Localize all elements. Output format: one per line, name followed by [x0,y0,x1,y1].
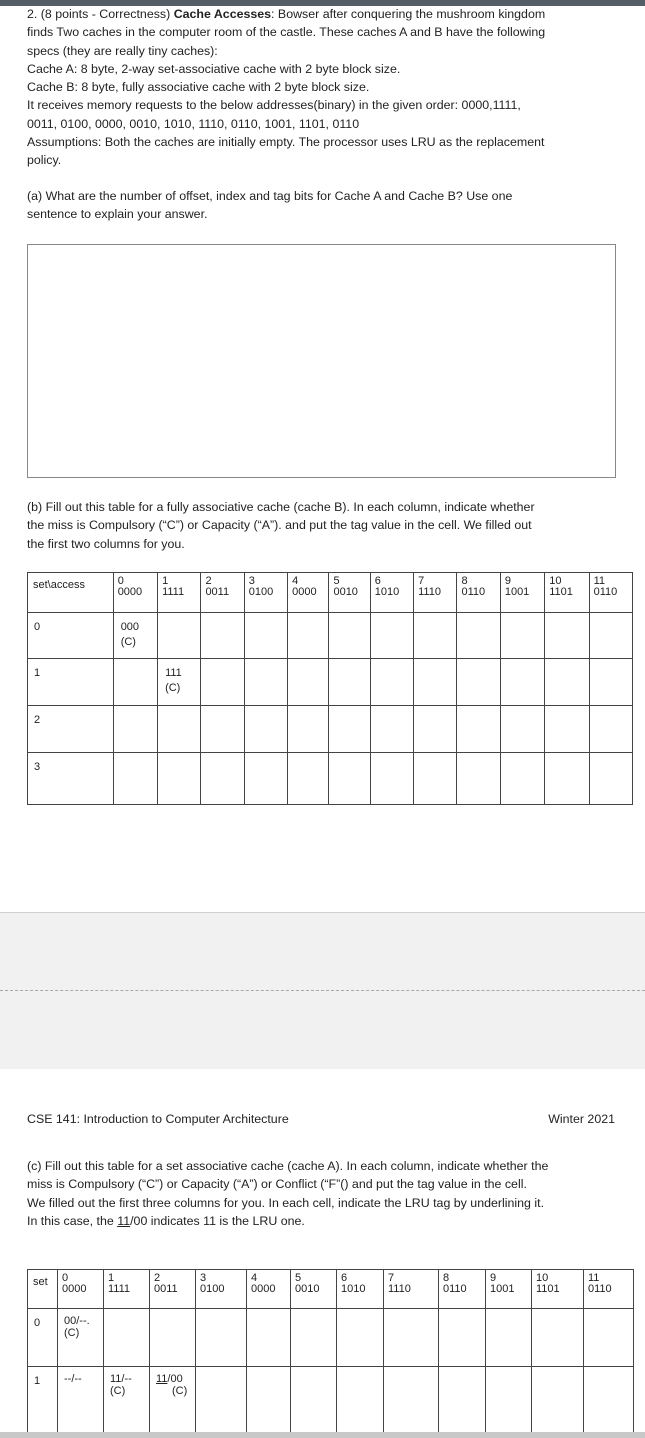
table-a-cell[interactable] [337,1367,384,1437]
table-b-cell[interactable]: 000 (C) [113,613,157,659]
term-label: Winter 2021 [548,1112,615,1126]
q2-line-2: specs (they are really tiny caches): [27,43,218,58]
table-b-cell[interactable] [414,753,457,805]
table-a-cell[interactable]: --/-- [58,1367,104,1437]
table-b-header-cell: 9 1001 [500,573,544,613]
table-b-header-cell: 0 0000 [113,573,157,613]
table-a-cell[interactable] [337,1309,384,1367]
table-a-header-cell: 10 1101 [532,1270,584,1309]
table-a-cell[interactable]: 00/--. (C) [58,1309,104,1367]
table-b-header-cell: 6 1010 [370,573,413,613]
table-a-cell[interactable] [384,1367,439,1437]
table-a-corner: set [28,1270,58,1309]
table-b-cell[interactable] [113,659,157,706]
table-b-cell[interactable] [158,613,201,659]
q2-line-1: finds Two caches in the computer room of the castle. These caches A and B have the following [27,25,546,40]
table-a-cell[interactable] [247,1367,291,1437]
table-b-cell[interactable] [589,613,632,659]
table-b-cell[interactable] [545,613,589,659]
answer-box-a[interactable] [27,244,616,478]
page-2 [0,1069,645,1438]
table-b-cell[interactable] [329,659,370,706]
page-1 [0,6,645,912]
table-a-cell[interactable] [247,1309,291,1367]
q2-line-8: policy. [27,153,62,168]
table-b-header-cell: 4 0000 [288,573,329,613]
table-b-cell[interactable] [545,706,589,753]
course-title: CSE 141: Introduction to Computer Architecture [27,1112,289,1126]
table-b-cell[interactable] [589,706,632,753]
table-a-header-cell: 6 1010 [337,1270,384,1309]
table-b-corner: set\access [28,573,114,613]
table-b-cell[interactable] [545,753,589,805]
table-b-cell[interactable] [589,659,632,706]
q2-line-0: 2. (8 points - Correctness) Cache Accesses: Bowser after conquering the mushroom kingdom [27,7,546,21]
table-a-row-label: 0 [28,1309,58,1367]
table-b-cell[interactable] [113,706,157,753]
table-a-cell[interactable] [196,1367,247,1437]
table-a-cell[interactable] [584,1367,634,1437]
q2-title: Cache Accesses [173,7,272,21]
table-a-cell[interactable] [291,1309,337,1367]
table-b-cell[interactable] [329,753,370,805]
table-a-header-row [28,1270,634,1309]
q2-line-3: Cache A: 8 byte, 2-way set-associative cache with 2 byte block size. [27,61,401,76]
table-a-cell[interactable] [384,1309,439,1367]
table-b-cell[interactable] [288,753,329,805]
table-b-row-label: 1 [28,659,114,706]
table-a-header-cell: 4 0000 [247,1270,291,1309]
table-a-header-cell: 9 1001 [486,1270,532,1309]
table-a-header-cell: 11 0110 [584,1270,634,1309]
table-a-cell[interactable] [584,1309,634,1367]
table-b-cell[interactable] [329,613,370,659]
table-b-row [28,659,633,706]
table-b-cell[interactable]: 111 (C) [158,659,201,706]
table-a-cell[interactable] [532,1309,584,1367]
page-break-gap [0,912,645,1070]
table-a-cell[interactable] [486,1367,532,1437]
question-b: (b) Fill out this table for a fully associative cache (cache B). In each column, indicate whether the miss is Compulsory (“C”) or Capacity (“A”). and put the tag value in the cell. We filled out the first two columns for you. [27,500,535,551]
table-b-header-cell: 1 1111 [158,573,201,613]
q2-line-5: It receives memory requests to the below addresses(binary) in the given order: 0000,1111, [27,98,521,113]
table-b-cell[interactable] [201,659,244,706]
table-a-header-cell: 2 0011 [150,1270,196,1309]
horizontal-scrollbar[interactable] [0,1432,645,1438]
table-a-cell[interactable] [291,1367,337,1437]
question-2-intro [27,5,617,170]
table-a-header-cell: 0 0000 [58,1270,104,1309]
table-a-header-cell: 3 0100 [196,1270,247,1309]
table-b-row [28,613,633,659]
table-a-cell[interactable] [532,1367,584,1437]
table-b-cell[interactable] [589,753,632,805]
table-b-cell[interactable] [201,613,244,659]
table-b-cell[interactable] [545,659,589,706]
table-b-cell[interactable] [370,659,413,706]
table-b-header-row [28,573,633,613]
table-cache-b [27,572,633,805]
table-b-cell[interactable] [500,706,544,753]
table-b-cell[interactable] [500,753,544,805]
q2-line-7: Assumptions: Both the caches are initially empty. The processor uses LRU as the replacement [27,135,545,150]
table-a-cell[interactable] [104,1309,150,1367]
table-b-cell[interactable] [288,613,329,659]
table-b-cell[interactable] [370,753,413,805]
table-b-cell[interactable] [370,706,413,753]
table-a-cell[interactable] [439,1309,486,1367]
question-a: (a) What are the number of offset, index and tag bits for Cache A and Cache B? Use one sentence to explain your answer. [27,189,513,222]
table-a-cell[interactable] [486,1309,532,1367]
table-b-cell[interactable] [370,613,413,659]
table-a-cell[interactable] [439,1367,486,1437]
table-b-cell[interactable] [414,659,457,706]
table-b-cell[interactable] [457,659,500,706]
table-b-cell[interactable] [288,659,329,706]
table-b-cell[interactable] [457,613,500,659]
question-c: (c) Fill out this table for a set associative cache (cache A). In each column, indicate whether the miss is Compulsory (“C”) or Capacity (“A”) or Conflict (“F”() and put the tag value in the cell. We filled out the first three columns for you. In each cell, indicate the LRU tag by underlining it. In this case, the 11/00 indicates 11 is the LRU one. [27,1159,549,1228]
page-break-line [0,990,645,991]
table-b-cell[interactable] [201,753,244,805]
table-b-cell[interactable] [244,659,287,706]
table-b-cell[interactable] [113,753,157,805]
table-b-cell[interactable] [158,706,201,753]
table-a-header-cell: 7 1110 [384,1270,439,1309]
table-a-cell[interactable]: 11/00 (C) [150,1367,196,1437]
table-cache-a [27,1269,634,1437]
table-b-header-cell: 11 0110 [589,573,632,613]
table-a-row-label: 1 [28,1367,58,1437]
table-a-cell[interactable]: 11/-- (C) [104,1367,150,1437]
table-b-header-cell: 8 0110 [457,573,500,613]
table-b-cell[interactable] [158,753,201,805]
table-b-cell[interactable] [201,706,244,753]
table-b-cell[interactable] [414,613,457,659]
table-b-cell[interactable] [288,706,329,753]
table-a-row [28,1309,634,1367]
table-b-header-cell: 7 1110 [414,573,457,613]
table-a-header-cell: 1 1111 [104,1270,150,1309]
table-b-header-cell: 3 0100 [244,573,287,613]
table-b-cell[interactable] [244,753,287,805]
page-header [27,1112,617,1126]
q2-line-4: Cache B: 8 byte, fully associative cache with 2 byte block size. [27,80,370,95]
table-b-cell[interactable] [457,706,500,753]
table-b-cell[interactable] [244,613,287,659]
table-b-cell[interactable] [500,613,544,659]
table-b-cell[interactable] [414,706,457,753]
table-b-cell[interactable] [244,706,287,753]
table-b-row-label: 0 [28,613,114,659]
table-b-header-cell: 10 1101 [545,573,589,613]
table-b-row-label: 3 [28,753,114,805]
table-a-cell[interactable] [196,1309,247,1367]
table-b-header-cell: 2 0011 [201,573,244,613]
table-b-row-label: 2 [28,706,114,753]
table-b-cell[interactable] [500,659,544,706]
table-a-cell[interactable] [150,1309,196,1367]
table-b-cell[interactable] [329,706,370,753]
table-a-row [28,1367,634,1437]
table-b-cell[interactable] [457,753,500,805]
q2-line-6: 0011, 0100, 0000, 0010, 1010, 1110, 0110, 1001, 1101, 0110 [27,116,360,131]
table-a-header-cell: 8 0110 [439,1270,486,1309]
table-b-row [28,753,633,805]
table-b-header-cell: 5 0010 [329,573,370,613]
table-a-header-cell: 5 0010 [291,1270,337,1309]
table-b-row [28,706,633,753]
